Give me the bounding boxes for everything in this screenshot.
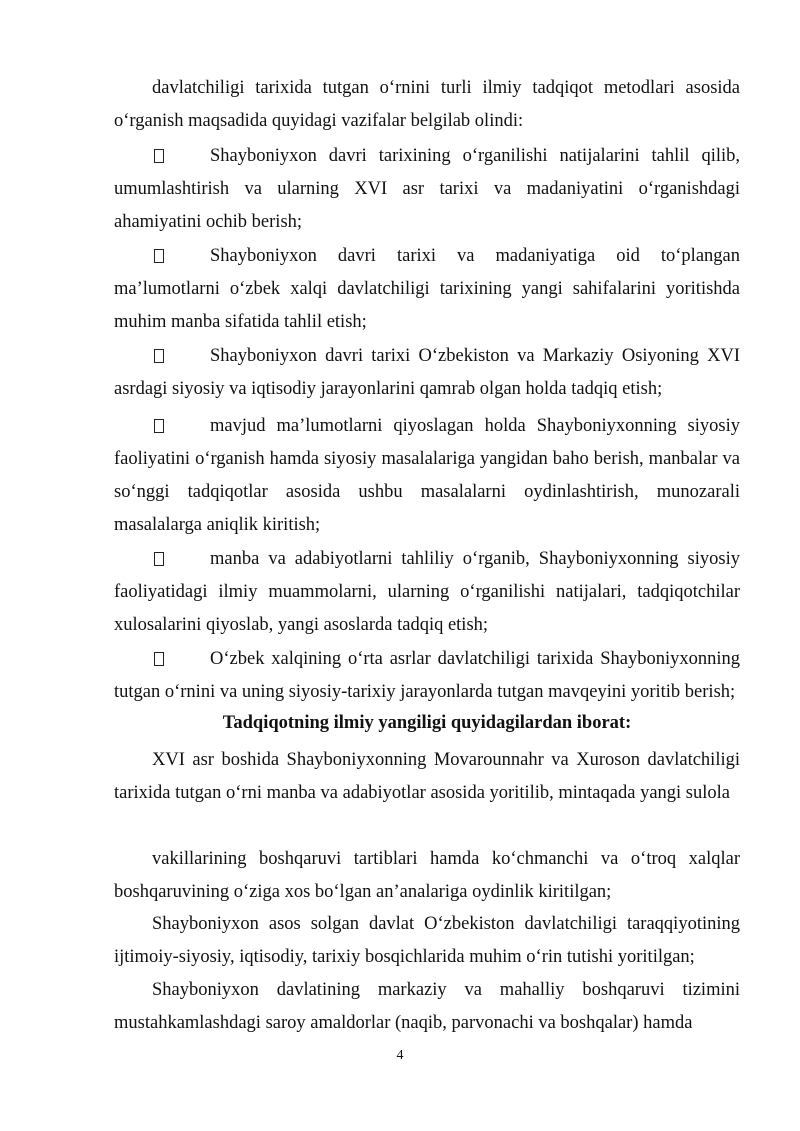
novelty-paragraph: Shayboniyxon davlatining markaziy va mahalliy boshqaruvi tizimini mustahkamlashdagi saroy amaldorlar (naqib, parvonachi va boshqalar) hamda (114, 980, 740, 1033)
task-text: mavjud ma’lumotlarni qiyoslagan holda Shayboniyxonning siyosiy faoliyatini o‘rganish hamda siyosiy masalalariga yangidan baho berish, manbalar va so‘nggi tadqiqotlar asosida ushbu masalalarni oydinlashtirish, munozarali masalalarga aniqlik kiritish; (114, 416, 740, 535)
task-item (114, 140, 740, 239)
bullet-icon (154, 149, 164, 163)
task-item (114, 240, 740, 339)
bullet-icon (154, 419, 164, 433)
task-item (114, 340, 740, 406)
novelty-paragraph: vakillarining boshqaruvi tartiblari hamda ko‘chmanchi va o‘troq xalqlar boshqaruvining o‘ziga xos bo‘lgan an’analariga oydinlik kiritilgan; (114, 849, 740, 902)
novelty-paragraph: XVI asr boshida Shayboniyxonning Movarounnahr va Xuroson davlatchiligi tarixida tutgan o‘rni manba va adabiyotlar asosida yoritilib, mintaqada yangi sulola (114, 750, 740, 803)
task-text: manba va adabiyotlarni tahliliy o‘rganib, Shayboniyxonning siyosiy faoliyatidagi ilmiy muammolarni, ularning o‘rganilishi natijalari, tadqiqotchilar xulosalarini qiyoslab, yangi asoslarda tadqiq etish; (114, 549, 740, 635)
intro-paragraph: davlatchiligi tarixida tutgan o‘rnini turli ilmiy tadqiqot metodlari asosida o‘rganish maqsadida quyidagi vazifalar belgilab olindi: (114, 78, 740, 131)
task-text: Shayboniyxon davri tarixi O‘zbekiston va Markaziy Osiyoning XVI asrdagi siyosiy va iqtisodiy jarayonlarini qamrab olgan holda tadqiq etish; (114, 346, 740, 399)
bullet-icon (154, 552, 164, 566)
bullet-icon (154, 652, 164, 666)
task-text: Shayboniyxon davri tarixining o‘rganilishi natijalarini tahlil qilib, umumlashtirish va ularning XVI asr tarixi va madaniyatini o‘rganishdagi ahamiyatini ochib berish; (114, 146, 740, 232)
bullet-icon (154, 249, 164, 263)
page-number: 4 (396, 1048, 404, 1063)
task-item (114, 543, 740, 642)
task-item (114, 410, 740, 542)
novelty-paragraph: Shayboniyxon asos solgan davlat O‘zbekiston davlatchiligi taraqqiyotining ijtimoiy-siyosiy, iqtisodiy, tarixiy bosqichlarida muhim o‘rin tutishi yoritilgan; (114, 914, 740, 967)
task-text: Shayboniyxon davri tarixi va madaniyatiga oid to‘plangan ma’lumotlarni o‘zbek xalqi davlatchiligi tarixining yangi sahifalarini yoritishda muhim manba sifatida tahlil etish; (114, 246, 740, 332)
section-heading: Tadqiqotning ilmiy yangiligi quyidagilardan iborat: (222, 713, 632, 733)
bullet-icon (154, 349, 164, 363)
task-item (114, 643, 740, 709)
task-text: O‘zbek xalqining o‘rta asrlar davlatchiligi tarixida Shayboniyxonning tutgan o‘rnini va uning siyosiy-tarixiy jarayonlarda tutgan mavqeyini yoritib berish; (114, 649, 740, 702)
